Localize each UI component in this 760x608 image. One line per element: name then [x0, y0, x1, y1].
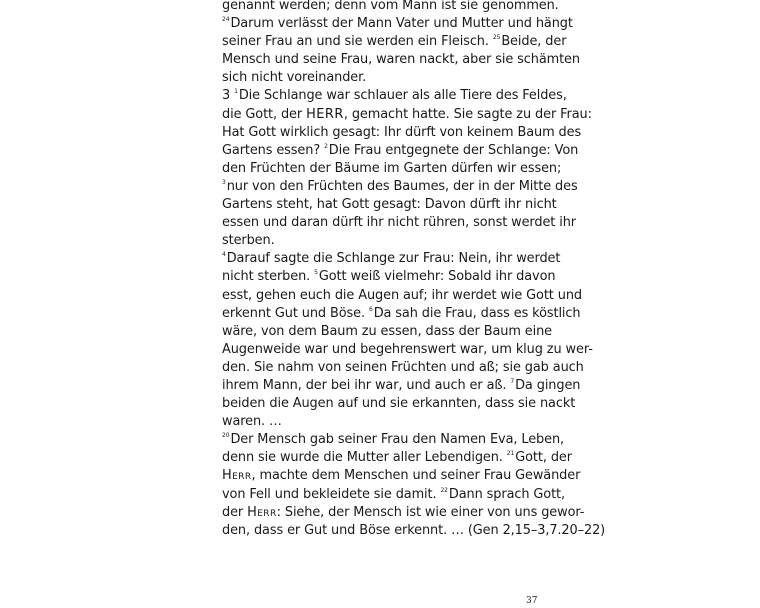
text-run: waren. …	[222, 414, 282, 430]
text-line	[222, 359, 584, 377]
text-line	[222, 305, 581, 323]
text-line	[222, 522, 606, 540]
verse-number: 22	[440, 486, 448, 494]
text-run: wäre, von dem Baum zu essen, dass der Baum eine	[222, 323, 552, 339]
text-run: : Siehe, der Mensch ist wie einer von uns gewor-	[276, 504, 585, 520]
text-line	[222, 287, 582, 305]
text-run: essen und daran dürft ihr nicht rühren, sonst werdet ihr	[222, 215, 577, 231]
text-line	[222, 160, 562, 178]
text-line	[222, 431, 565, 449]
text-run: Mensch und seine Frau, waren nackt, aber sie schämten	[222, 52, 580, 68]
text-line	[222, 377, 581, 395]
text-run: Darauf sagte die Schlange zur Frau: Nein, ihr werdet	[226, 251, 561, 267]
text-run: genannt werden; denn vom Mann ist sie genommen.	[222, 0, 559, 13]
text-line	[222, 178, 578, 196]
text-run: beiden die Augen auf und sie erkannten, dass sie nackt	[222, 396, 576, 412]
verse-number: 20	[222, 432, 230, 440]
text-line	[222, 87, 567, 105]
text-run: den, dass er Gut und Böse erkennt. … (Gen 2,15–3,7.20–22)	[222, 522, 606, 538]
text-run: Gartens steht, hat Gott gesagt: Davon dürft ihr nicht	[222, 197, 557, 213]
text-line	[222, 467, 581, 485]
divine-name: Herr	[247, 504, 277, 520]
text-line	[222, 69, 540, 87]
text-run: nur von den Früchten des Baumes, der in der Mitte des	[226, 178, 578, 194]
text-line	[222, 232, 540, 250]
verse-number: 7	[510, 377, 515, 385]
text-run: Dann sprach Gott,	[448, 486, 566, 502]
verse-number: 4	[222, 251, 226, 259]
text-line	[222, 504, 585, 522]
text-run: sterben.	[222, 233, 275, 249]
text-run: esst, gehen euch die Augen auf; ihr werdet wie Gott und	[222, 287, 582, 303]
text-line	[222, 15, 573, 33]
verse-number: 3	[222, 178, 226, 186]
text-run: Gartens essen?	[222, 142, 325, 158]
text-run: nicht sterben.	[222, 269, 315, 285]
verse-number: 2	[324, 142, 328, 150]
page-number: 37	[526, 596, 538, 606]
text-line	[222, 323, 552, 341]
text-line	[222, 106, 592, 124]
scripture-text	[222, 0, 606, 540]
text-line	[222, 268, 556, 286]
verse-number: 1	[234, 88, 238, 96]
text-line	[222, 0, 559, 15]
text-line	[222, 33, 567, 51]
divine-name: HERR	[306, 106, 344, 122]
text-run: Da gingen	[515, 377, 581, 393]
verse-number: 25	[492, 34, 501, 42]
text-line	[222, 124, 582, 142]
text-run: die Gott, der	[222, 106, 307, 122]
text-line	[222, 142, 579, 160]
text-run: seiner Frau an und sie werden ein Fleisch.	[222, 34, 493, 50]
verse-number: 5	[314, 269, 318, 277]
text-run: Gott weiß vielmehr: Sobald ihr davon	[318, 269, 556, 285]
text-run: von Fell und bekleidete sie damit.	[222, 486, 441, 502]
text-run: erkennt Gut und Böse.	[222, 305, 369, 321]
divine-name: Herr	[222, 468, 252, 484]
text-run: 3	[222, 88, 235, 104]
text-run: den. Sie nahm von seinen Früchten und aß; sie gab auch	[222, 359, 584, 375]
text-line	[222, 395, 576, 413]
text-run: , gemacht hatte. Sie sagte zu der Frau:	[343, 106, 592, 122]
text-run: Gott, der	[515, 450, 572, 466]
text-run: ihrem Mann, der bei ihr war, und auch er aß.	[222, 377, 511, 393]
text-run: Hat Gott wirklich gesagt: Ihr dürft von keinem Baum des	[222, 124, 582, 140]
text-line	[222, 51, 580, 69]
text-run: Darum verlässt der Mann Vater und Mutter und hängt	[230, 16, 573, 32]
text-run: Beide, der	[501, 34, 567, 50]
text-run: denn sie wurde die Mutter aller Lebendigen.	[222, 450, 507, 466]
text-line	[222, 214, 577, 232]
verse-number: 6	[368, 305, 373, 313]
text-run: , machte dem Menschen und seiner Frau Gewänder	[251, 468, 581, 484]
text-run: Die Frau entgegnete der Schlange: Von	[328, 142, 579, 158]
text-line	[222, 413, 540, 431]
text-run: sich nicht voreinander.	[222, 70, 367, 86]
text-run: den Früchten der Bäume im Garten dürfen wir essen;	[222, 160, 562, 176]
text-line	[222, 341, 593, 359]
text-line	[222, 486, 566, 504]
verse-number: 21	[506, 450, 515, 458]
text-run: Die Schlange war schlauer als alle Tiere des Feldes,	[238, 88, 567, 104]
text-run: Da sah die Frau, dass es köstlich	[373, 305, 581, 321]
text-run: Augenweide war und begehrenswert war, um klug zu wer-	[222, 341, 593, 357]
text-line	[222, 449, 572, 467]
text-run: der	[222, 504, 248, 520]
verse-number: 24	[222, 16, 230, 24]
text-line	[222, 250, 561, 268]
text-run: Der Mensch gab seiner Frau den Namen Eva, Leben,	[230, 432, 565, 448]
text-line	[222, 196, 557, 214]
